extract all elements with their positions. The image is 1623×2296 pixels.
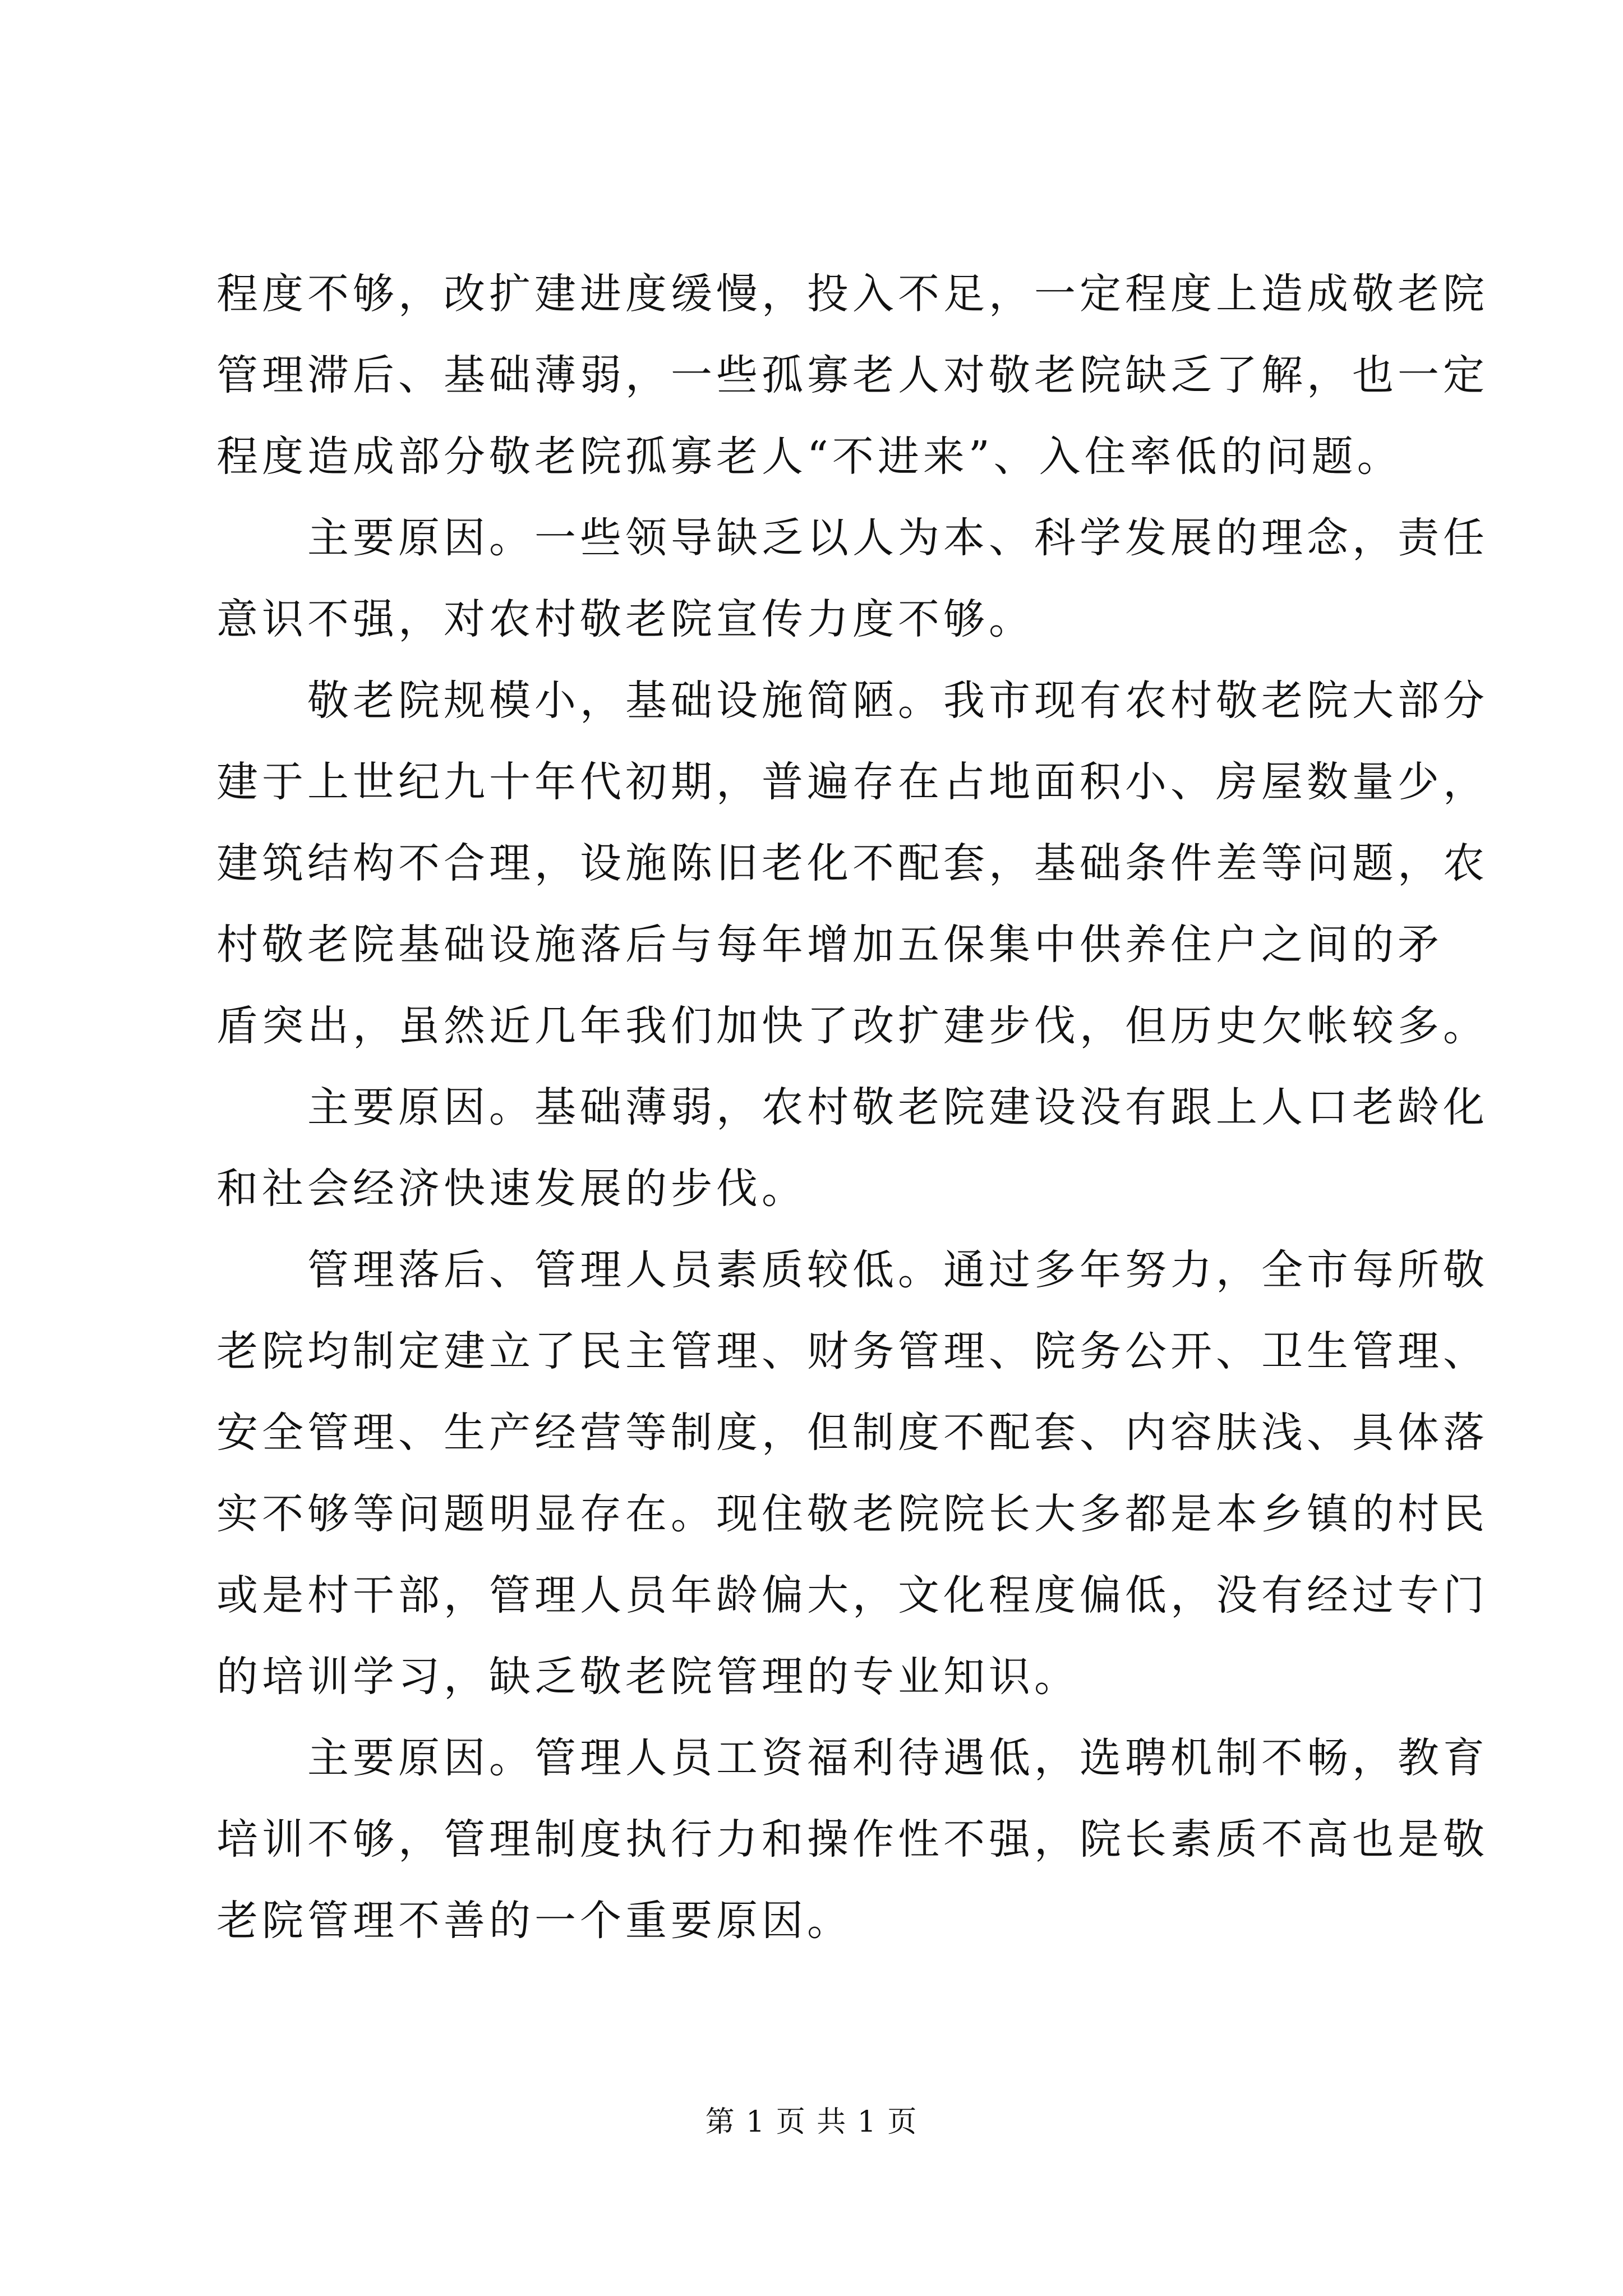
text-line: 的培训学习，缺乏敬老院管理的专业知识。: [216, 1653, 1080, 1701]
text-line: 意识不强，对农村敬老院宣传力度不够。: [216, 595, 1034, 643]
text-line: 管理滞后、基础薄弱，一些孤寡老人对敬老院缺乏了解，也一定: [216, 351, 1488, 399]
text-line: 主要原因。管理人员工资福利待遇低，选聘机制不畅，教育: [307, 1734, 1488, 1782]
text-line: 主要原因。一些领导缺乏以人为本、科学发展的理念，责任: [307, 514, 1488, 562]
text-line: 盾突出，虽然近几年我们加快了改扩建步伐，但历史欠帐较多。: [216, 1002, 1488, 1050]
paragraph-1: [216, 254, 1488, 498]
paragraph-2: [216, 498, 1488, 660]
text-line: 老院管理不善的一个重要原因。: [216, 1897, 852, 1945]
text-line: 敬老院规模小，基础设施简陋。我市现有农村敬老院大部分: [307, 677, 1488, 725]
text-line: 老院均制定建立了民主管理、财务管理、院务公开、卫生管理、: [216, 1327, 1488, 1375]
text-line: 和社会经济快速发展的步伐。: [216, 1165, 807, 1213]
text-line: 建于上世纪九十年代初期，普遍存在占地面积小、房屋数量少，: [216, 758, 1488, 806]
paragraph-3: [216, 660, 1488, 1067]
text-line: 管理落后、管理人员素质较低。通过多年努力，全市每所敬: [307, 1246, 1488, 1294]
text-line: 安全管理、生产经营等制度，但制度不配套、内容肤浅、具体落: [216, 1409, 1488, 1457]
paragraph-4: [216, 1067, 1488, 1230]
text-line: 实不够等问题明显存在。现住敬老院院长大多都是本乡镇的村民: [216, 1490, 1488, 1538]
document-body: [216, 254, 1488, 1962]
paragraph-5: [216, 1230, 1488, 1718]
page-number-label: 第 1 页 共 1 页: [705, 2105, 918, 2139]
text-line: 村敬老院基础设施落后与每年增加五保集中供养住户之间的矛: [216, 921, 1443, 969]
text-line: 培训不够，管理制度执行力和操作性不强，院长素质不高也是敬: [216, 1815, 1488, 1864]
text-line: 或是村干部，管理人员年龄偏大，文化程度偏低，没有经过专门: [216, 1571, 1488, 1619]
text-line: 建筑结构不合理，设施陈旧老化不配套，基础条件差等问题，农: [216, 839, 1488, 887]
page-footer: [0, 2098, 1623, 2140]
text-line: 程度造成部分敬老院孤寡老人“不进来”、入住率低的问题。: [216, 432, 1403, 481]
text-line: 主要原因。基础薄弱，农村敬老院建设没有跟上人口老龄化: [307, 1083, 1488, 1131]
paragraph-6: [216, 1718, 1488, 1962]
text-line: 程度不够，改扩建进度缓慢，投入不足，一定程度上造成敬老院: [216, 270, 1488, 318]
